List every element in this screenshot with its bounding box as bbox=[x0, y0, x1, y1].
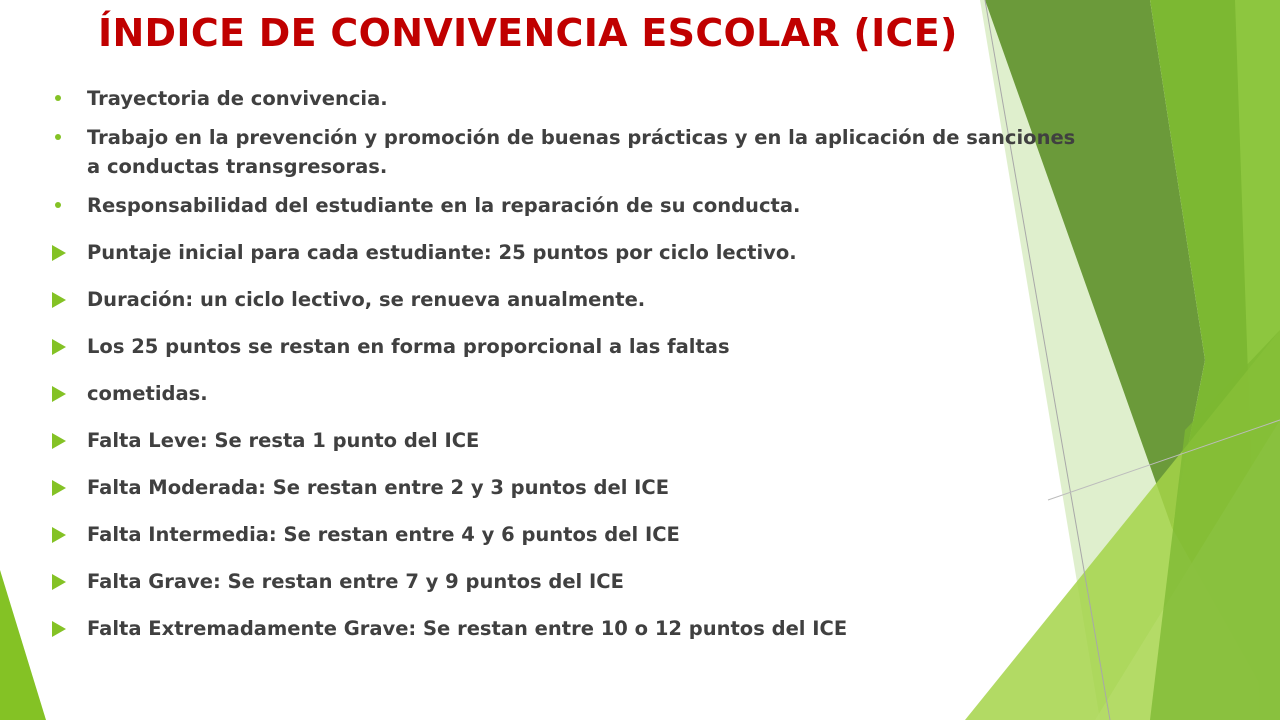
arrow-bullet-icon bbox=[52, 527, 66, 543]
bullet-text: Falta Extremadamente Grave: Se restan entre 10 o 12 puntos del ICE bbox=[87, 617, 848, 640]
bullet-text: Los 25 puntos se restan en forma proporcional a las faltas bbox=[87, 335, 730, 358]
bullet-text: Trabajo en la prevención y promoción de buenas prácticas y en la aplicación de sanciones a conductas transgresoras. bbox=[87, 126, 1076, 178]
left-edge-wedge bbox=[0, 570, 46, 720]
bullet-text: Falta Moderada: Se restan entre 2 y 3 puntos del ICE bbox=[87, 476, 670, 499]
slide-title: ÍNDICE DE CONVIVENCIA ESCOLAR (ICE) bbox=[98, 11, 958, 55]
bullet-item bbox=[50, 332, 1090, 361]
bullet-list bbox=[50, 84, 1090, 643]
arrow-bullet-icon bbox=[52, 574, 66, 590]
bullet-item bbox=[50, 285, 1090, 314]
bullet-text: Puntaje inicial para cada estudiante: 25 puntos por ciclo lectivo. bbox=[87, 241, 797, 264]
dot-bullet-icon bbox=[55, 95, 61, 101]
arrow-bullet-icon bbox=[52, 480, 66, 496]
bullet-item bbox=[50, 567, 1090, 596]
arrow-bullet-icon bbox=[52, 433, 66, 449]
bullet-item bbox=[50, 84, 1090, 113]
arrow-bullet-icon bbox=[52, 245, 66, 261]
bullet-item bbox=[50, 614, 1090, 643]
bullet-text: Falta Intermedia: Se restan entre 4 y 6 puntos del ICE bbox=[87, 523, 680, 546]
bullet-text: Trayectoria de convivencia. bbox=[87, 87, 388, 110]
arrow-bullet-icon bbox=[52, 621, 66, 637]
arrow-bullet-icon bbox=[52, 339, 66, 355]
arrow-bullet-icon bbox=[52, 386, 66, 402]
bullet-item bbox=[50, 426, 1090, 455]
bullet-text: Responsabilidad del estudiante en la reparación de su conducta. bbox=[87, 194, 801, 217]
dot-bullet-icon bbox=[55, 134, 61, 140]
bullet-item bbox=[50, 191, 1090, 220]
bullet-text: Duración: un ciclo lectivo, se renueva anualmente. bbox=[87, 288, 646, 311]
bullet-item bbox=[50, 473, 1090, 502]
bullet-text: cometidas. bbox=[87, 382, 208, 405]
bullet-text: Falta Leve: Se resta 1 punto del ICE bbox=[87, 429, 480, 452]
bullet-text: Falta Grave: Se restan entre 7 y 9 puntos del ICE bbox=[87, 570, 624, 593]
bullet-item bbox=[50, 238, 1090, 267]
dot-bullet-icon bbox=[55, 202, 61, 208]
bullet-item bbox=[50, 520, 1090, 549]
bullet-item bbox=[50, 123, 1090, 181]
bullet-item bbox=[50, 379, 1090, 408]
arrow-bullet-icon bbox=[52, 292, 66, 308]
